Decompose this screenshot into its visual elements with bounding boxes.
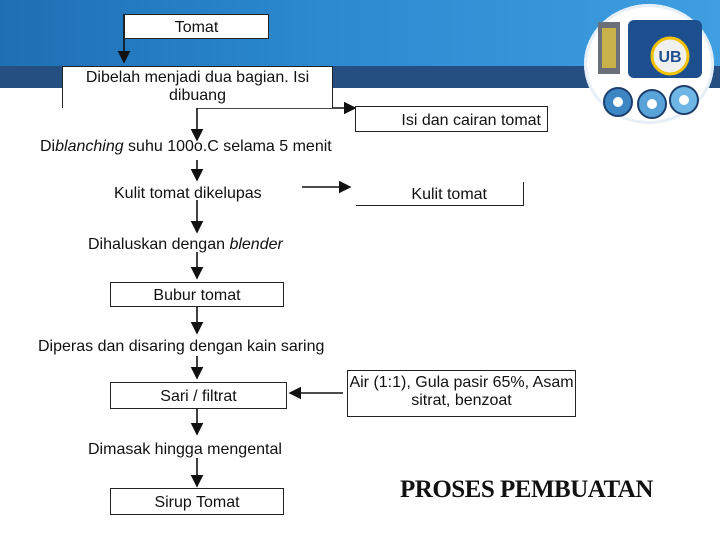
side-bahan-tambahan: Air (1:1), Gula pasir 65%, Asam sitrat, benzoat: [347, 370, 576, 417]
step-tomat: Tomat: [124, 14, 269, 39]
step-dihaluskan-pre: Dihaluskan dengan: [88, 236, 230, 253]
step-sirup-tomat: Sirup Tomat: [110, 488, 284, 515]
step-dihaluskan-term: blender: [229, 236, 283, 253]
slide-title: PROSES PEMBUATAN: [400, 476, 653, 503]
step-dihaluskan: [88, 236, 283, 254]
step-kulit-dikelupas: Kulit tomat dikelupas: [114, 185, 262, 202]
step-diperas: Diperas dan disaring dengan kain saring: [38, 338, 325, 355]
step-dimasak: Dimasak hingga mengental: [88, 441, 282, 458]
step-sari-filtrat: Sari / filtrat: [110, 382, 287, 409]
step-dibelah: Dibelah menjadi dua bagian. Isi dibuang: [62, 66, 333, 108]
step-blanching-post: suhu 100o.C selama 5 menit: [123, 138, 332, 155]
step-bubur-tomat: Bubur tomat: [110, 282, 284, 307]
svg-text:UB: UB: [658, 49, 682, 66]
step-blanching-pre: Di: [40, 138, 56, 155]
step-blanching-term: blanching: [55, 138, 124, 155]
side-kulit-tomat: Kulit tomat: [356, 182, 524, 206]
step-blanching: [40, 138, 332, 156]
side-isi-cairan: Isi dan cairan tomat: [355, 106, 548, 132]
